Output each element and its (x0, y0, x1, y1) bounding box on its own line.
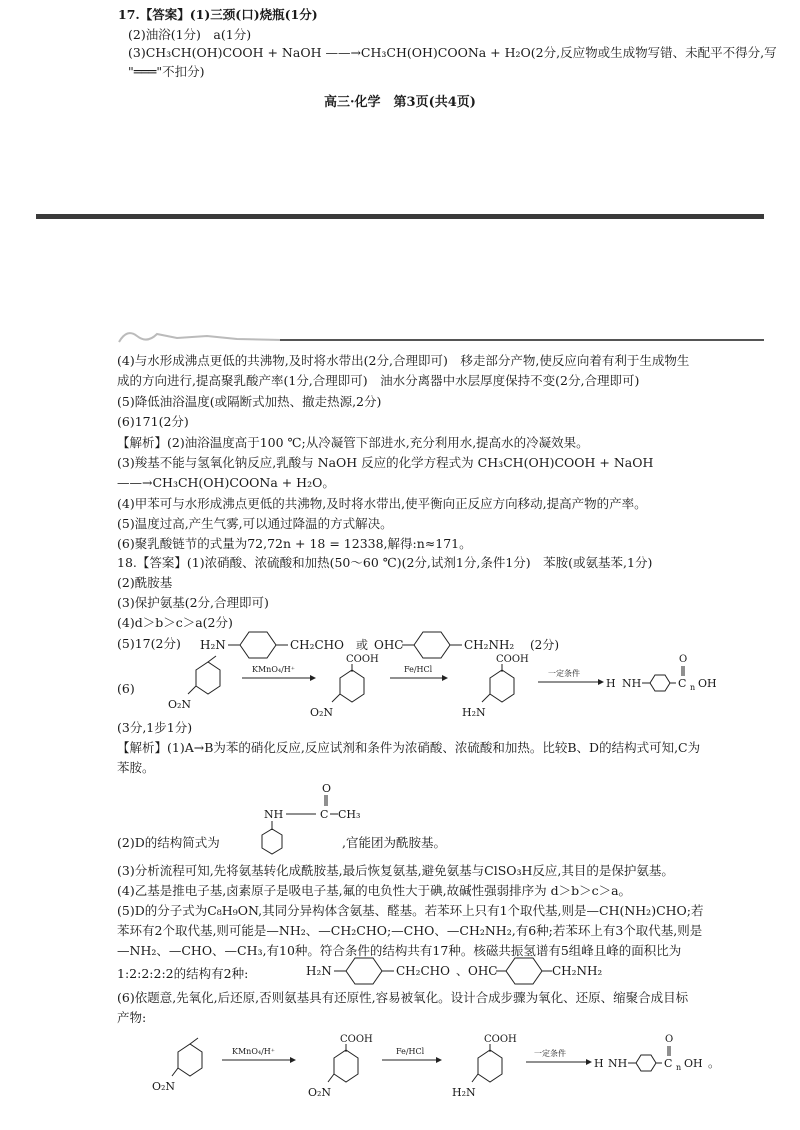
q17-answer-line2: (2)油浴(1分) a(1分) (128, 27, 252, 42)
q17-answer-line4: "═══"不扣分) (128, 64, 205, 79)
chem-poly-nh-2: NH (608, 1057, 628, 1070)
q17-analysis-line1: 【解析】(2)油浴温度高于100 ℃;从冷凝管下部进水,充分利用水,提高水的冷凝效果。 (117, 435, 589, 450)
q18-analysis-line2: 苯胺。 (117, 760, 155, 775)
q17-line4: (4)与水形成沸点更低的共沸物,及时将水带出(2分,合理即可) 移走部分产物,使反应向着有利于生成物生 (117, 353, 690, 368)
q18-analysis-line5: (4)乙基是推电子基,卤素原子是吸电子基,氟的电负性大于碘,故碱性强弱排序为 d＞b＞c＞a。 (117, 883, 632, 898)
chem-sep: 、 (456, 964, 469, 978)
chem-o2n-3: O₂N (152, 1080, 176, 1093)
q17-analysis-line6: (6)聚乳酸链节的式量为72,72n + 18 = 12338,解得:n≈171。 (117, 536, 472, 551)
chem-h2n-4: H₂N (452, 1086, 476, 1099)
chem-poly-n-2: n (676, 1063, 682, 1072)
q17-line7: (6)171(2分) (117, 414, 189, 429)
header-rule (280, 339, 764, 341)
q18-analysis-line10: (6)依题意,先氧化,后还原,否则氨基具有还原性,容易被氧化。设计合成步骤为氧化、还原、缩聚合成目标 (117, 990, 689, 1005)
chem-cond-2: 一定条件 (534, 1049, 566, 1058)
q17-analysis-line2: (3)羧基不能与氢氧化钠反应,乳酸与 NaOH 反应的化学方程式为 CH₃CH(OH)COOH + NaOH (117, 455, 654, 470)
header-decoration (117, 324, 282, 346)
q18-analysis-line11: 产物: (117, 1010, 147, 1025)
q17-answer-line3: (3)CH₃CH(OH)COOH + NaOH ——→CH₃CH(OH)COONa + H₂O(2分,反应物或生成物写错、未配平不得分,写 (128, 45, 777, 60)
page-separator (36, 214, 764, 219)
q18-5-structures-analysis (306, 953, 603, 987)
chem-poly-o-1: O (679, 654, 688, 665)
chem-poly-h-1: H (606, 677, 616, 690)
chem-d-c: C (320, 808, 329, 821)
q17-analysis-line5: (5)温度过高,产生气雾,可以通过降温的方式解决。 (117, 516, 393, 531)
chem-d-nh: NH (264, 808, 284, 821)
chem-ohc-2: OHC (468, 964, 498, 978)
page-footer: 高三·化学 第3页(共4页) (324, 95, 476, 110)
chem-ch2nh2: CH₂NH₂ (464, 638, 515, 652)
chem-o2n-1: O₂N (168, 698, 192, 711)
chem-score: (2分) (530, 638, 559, 652)
q18-analysis-line8: —NH₂、—CHO、—CH₃,有10种。符合条件的结构共有17种。核磁共振氢谱有5组峰且峰的面积比为 (117, 943, 682, 958)
q17-analysis-line3: ——→CH₃CH(OH)COONa + H₂O。 (117, 475, 335, 490)
q18-answer-line6-label: (6) (117, 681, 135, 696)
q17-analysis-line4: (4)甲苯可与水形成沸点更低的共沸物,及时将水带出,使平衡向正反应方向移动,提高产物的产率。 (117, 496, 647, 511)
chem-poly-n-1: n (690, 683, 696, 692)
q18-answer-line1: 18.【答案】(1)浓硝酸、浓硫酸和加热(50～60 ℃)(2分,试剂1分,条件1分) 苯胺(或氨基苯,1分) (117, 555, 653, 570)
chem-d-ch3: CH₃ (338, 808, 361, 821)
q18-6-synthesis-scheme-analysis (150, 1030, 730, 1120)
chem-ohc: OHC (374, 638, 404, 652)
chem-kmno4-1: KMnO₄/H⁺ (252, 665, 295, 674)
q18-analysis-line3a: (2)D的结构简式为 (117, 835, 220, 850)
q17-answer-line1: 17.【答案】(1)三颈(口)烧瓶(1分) (118, 7, 318, 22)
chem-o2n-2: O₂N (310, 706, 334, 719)
chem-kmno4-2: KMnO₄/H⁺ (232, 1047, 275, 1056)
q18-analysis-line9a: 1:2:2:2:2的结构有2种: (117, 966, 249, 981)
chem-ch2nh2-2: CH₂NH₂ (552, 964, 603, 978)
chem-cooh-1: COOH (346, 654, 379, 665)
q18-analysis-line6: (5)D的分子式为C₈H₉ON,其同分异构体含氨基、醛基。若苯环上只有1个取代基,则是—CH(NH₂)CHO;若 (117, 903, 704, 918)
q18-answer-line7: (3分,1步1分) (117, 720, 193, 735)
chem-cooh-2: COOH (496, 654, 529, 665)
chem-poly-c-2: C (664, 1057, 673, 1070)
q18-analysis-line1: 【解析】(1)A→B为苯的硝化反应,反应试剂和条件为浓硝酸、浓硫酸和加热。比较B、D的结构式可知,C为 (117, 740, 701, 755)
chem-d-o: O (322, 782, 332, 795)
chem-fehcl-1: Fe/HCl (404, 665, 433, 674)
chem-poly-c-1: C (678, 677, 687, 690)
chem-poly-o-2: O (665, 1034, 674, 1045)
q18-analysis-line3b: ,官能团为酰胺基。 (342, 835, 446, 850)
q18-answer-line4: (4)d＞b＞c＞a(2分) (117, 615, 233, 630)
q18-analysis-line4: (3)分析流程可知,先将氨基转化成酰胺基,最后恢复氨基,避免氨基与ClSO₃H反应,其目的是保护氨基。 (117, 863, 674, 878)
chem-h2n-2: H₂N (462, 706, 486, 719)
chem-poly-nh-1: NH (622, 677, 642, 690)
chem-or: 或 (356, 638, 369, 652)
chem-cooh-3: COOH (340, 1034, 373, 1045)
q18-answer-line3: (3)保护氨基(2分,合理即可) (117, 595, 269, 610)
q17-line5: 成的方向进行,提高聚乳酸产率(1分,合理即可) 油水分离器中水层厚度保持不变(2分,合理即可) (117, 373, 640, 388)
chem-poly-oh-2: OH (684, 1057, 703, 1070)
chem-h2n: H₂N (200, 638, 226, 652)
q17-line6: (5)降低油浴温度(或隔断式加热、撤走热源,2分) (117, 394, 382, 409)
chem-cooh-4: COOH (484, 1034, 517, 1045)
chem-h2n-3: H₂N (306, 964, 332, 978)
q18-analysis-line7: 苯环有2个取代基,则可能是—NH₂、—CH₂CHO;—CHO、—CH₂NH₂,有6种;若苯环上有3个取代基,则是 (117, 923, 703, 938)
chem-ch2cho-2: CH₂CHO (396, 964, 450, 978)
q18-6-synthesis-scheme (160, 648, 720, 724)
chem-fehcl-2: Fe/HCl (396, 1047, 425, 1056)
chem-period: 。 (708, 1056, 721, 1070)
chem-poly-h-2: H (594, 1057, 604, 1070)
chem-ch2cho: CH₂CHO (290, 638, 344, 652)
chem-cond-1: 一定条件 (548, 669, 580, 678)
chem-poly-oh-1: OH (698, 677, 717, 690)
q18-answer-line5-label: (5)17(2分) (117, 636, 181, 651)
chem-o2n-4: O₂N (308, 1086, 332, 1099)
q18-answer-line2: (2)酰胺基 (117, 575, 173, 590)
